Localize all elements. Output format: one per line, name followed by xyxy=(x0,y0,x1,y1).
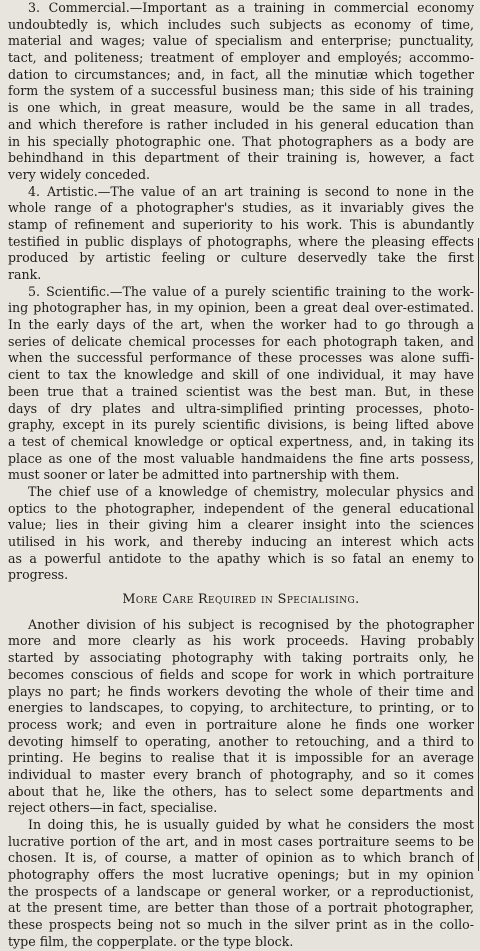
section-division xyxy=(8,617,474,817)
text-line xyxy=(8,134,474,151)
text-line xyxy=(8,867,474,884)
section-heading xyxy=(8,584,474,617)
text-line xyxy=(8,350,474,367)
text-line xyxy=(8,200,474,217)
text-line xyxy=(8,367,474,384)
text-line xyxy=(8,684,474,701)
section-chief-use xyxy=(8,484,474,584)
text-line xyxy=(8,384,474,401)
section-doing-this xyxy=(8,817,474,951)
text-line xyxy=(8,884,474,901)
text-line-content: printing. He begins to realise that it is impossible for an average xyxy=(8,750,474,766)
text-line xyxy=(8,401,474,418)
section-heading-text: More Care Required in Specialising. xyxy=(122,592,360,608)
text-line xyxy=(8,817,474,834)
text-line-content: 3. Commercial.—Important as a training in commercial economy xyxy=(28,0,474,15)
text-line xyxy=(8,784,474,801)
text-line xyxy=(8,551,474,568)
text-line-content: form the system of a successful business man; this side of his training xyxy=(8,83,474,99)
text-line xyxy=(8,633,474,650)
text-line xyxy=(8,334,474,351)
text-line-content: value; lies in their giving him a clearer insight into the sciences xyxy=(8,517,474,533)
text-line xyxy=(8,567,474,584)
text-line-content: tact, and politeness; treatment of employer and employés; accommo- xyxy=(8,50,474,66)
text-line xyxy=(8,250,474,267)
text-line-content: graphy, except in its purely scientific divisions, is being lifted above xyxy=(8,417,474,433)
text-line-content: devoting himself to operating, another to retouching, and a third to xyxy=(8,733,474,749)
text-line xyxy=(8,50,474,67)
text-line xyxy=(8,0,474,17)
text-line-content: individual to master every branch of photography, and so it comes xyxy=(8,766,474,782)
text-line xyxy=(8,650,474,667)
text-line-content: In doing this, he is usually guided by what he considers the most xyxy=(28,817,474,832)
text-line xyxy=(8,17,474,34)
text-line xyxy=(8,167,474,184)
text-line xyxy=(8,700,474,717)
text-line-content: process work; and even in portraiture alone he finds one worker xyxy=(8,716,474,732)
text-line-content: undoubtedly is, which includes such subjects as economy of time, xyxy=(8,16,474,32)
section-commercial xyxy=(8,0,474,184)
text-line-content: Another division of his subject is recognised by the photographer xyxy=(28,616,474,632)
text-line-content: The chief use of a knowledge of chemistry, molecular physics and xyxy=(28,483,474,499)
text-line-content: days of dry plates and ultra-simplified printing processes, photo- xyxy=(8,400,474,416)
text-line-content: energies to landscapes, to copying, to architecture, to printing, or to xyxy=(8,700,474,716)
text-line-content: rank. xyxy=(8,267,42,282)
section-artistic xyxy=(8,184,474,284)
text-line-content: when the successful performance of these processes was alone suffi- xyxy=(8,350,474,366)
text-line-content: in his specially photographic one. That photographers as a body are xyxy=(8,133,474,149)
text-line xyxy=(8,850,474,867)
text-line-content: progress. xyxy=(8,567,69,583)
text-line xyxy=(8,517,474,534)
text-line-content: is one which, in great measure, would be the same in all trades, xyxy=(8,100,474,116)
text-line-content: produced by artistic feeling or culture deservedly take the first xyxy=(8,250,474,266)
text-line xyxy=(8,117,474,134)
text-line-content: place as one of the most valuable handmaidens the fine arts possess, xyxy=(8,450,474,466)
text-line-content: becomes conscious of fields and scope for work in which portraiture xyxy=(8,666,474,682)
text-line xyxy=(8,267,474,284)
text-line xyxy=(8,434,474,451)
column-rule xyxy=(478,238,479,871)
text-line-content: been true that a trained scientist was the best man. But, in these xyxy=(8,383,474,399)
text-line-content: In the early days of the art, when the worker had to go through a xyxy=(8,317,474,333)
text-line xyxy=(8,484,474,501)
text-line xyxy=(8,934,474,951)
text-line-content: a test of chemical knowledge or optical expertness, and, in taking its xyxy=(8,433,474,449)
text-line xyxy=(8,234,474,251)
text-line-content: the prospects of a landscape or general worker, or a reproductionist, xyxy=(8,883,474,899)
text-line xyxy=(8,150,474,167)
text-line-content: at the present time, are better than those of a portrait photographer, xyxy=(8,900,474,916)
text-line-content: stamp of refinement and superiority to his work. This is abundantly xyxy=(8,216,474,232)
text-line-content: very widely conceded. xyxy=(8,166,151,182)
text-line-content: reject others—in fact, specialise. xyxy=(8,800,218,816)
text-line xyxy=(8,67,474,84)
document-text xyxy=(8,0,474,951)
text-line xyxy=(8,184,474,201)
text-line xyxy=(8,317,474,334)
text-line xyxy=(8,750,474,767)
text-line xyxy=(8,834,474,851)
text-line-content: started by associating photography with taking portraits only, he xyxy=(8,650,474,666)
text-line xyxy=(8,417,474,434)
text-line-content: photography offers the most lucrative openings; but in my opinion xyxy=(8,867,474,883)
text-line-content: more and more clearly as his work proceeds. Having probably xyxy=(8,633,474,649)
text-line xyxy=(8,501,474,518)
text-line-content: material and wages; value of specialism and enterprise; punctuality, xyxy=(8,33,474,49)
section-heading xyxy=(8,592,474,609)
text-line-content: series of delicate chemical processes for each photograph taken, and xyxy=(8,333,474,349)
text-line xyxy=(8,217,474,234)
text-line xyxy=(8,667,474,684)
text-line-content: dation to circumstances; and, in fact, all the minutiæ which together xyxy=(8,66,474,82)
text-line-content: and which therefore is rather included in his general education than xyxy=(8,116,474,132)
text-line xyxy=(8,767,474,784)
text-line xyxy=(8,800,474,817)
text-line-content: 5. Scientific.—The value of a purely scientific training to the work- xyxy=(28,283,474,299)
text-line xyxy=(8,717,474,734)
text-line-content: about that he, like the others, has to select some departments and xyxy=(8,783,474,799)
text-line-content: optics to the photographer, independent of the general educational xyxy=(8,500,474,516)
text-line xyxy=(8,33,474,50)
text-line-content: utilised in his work, and thereby inducing an interest which acts xyxy=(8,534,474,549)
text-line xyxy=(8,83,474,100)
text-line-content: plays no part; he finds workers devoting the whole of their time and xyxy=(8,683,474,699)
text-line xyxy=(8,300,474,317)
text-line xyxy=(8,467,474,484)
text-line xyxy=(8,734,474,751)
text-line-content: whole range of a photographer's studies, as it invariably gives the xyxy=(8,200,474,216)
text-line xyxy=(8,900,474,917)
text-line xyxy=(8,534,474,551)
section-scientific xyxy=(8,284,474,484)
text-line xyxy=(8,100,474,117)
text-line xyxy=(8,451,474,468)
text-line-content: lucrative portion of the art, and in most cases portraiture seems to be xyxy=(8,833,474,849)
text-line xyxy=(8,617,474,634)
text-line-content: type film, the copperplate. or the type block. xyxy=(8,933,294,949)
text-line-content: 4. Artistic.—The value of an art training is second to none in the xyxy=(28,183,474,199)
text-line-content: cient to tax the knowledge and skill of one individual, it may have xyxy=(8,367,474,383)
text-line-content: chosen. It is, of course, a matter of opinion as to which branch of xyxy=(8,850,474,866)
text-line-content: these prospects being not so much in the silver print as in the collo- xyxy=(8,917,474,933)
text-line-content: as a powerful antidote to the apathy which is so fatal an enemy to xyxy=(8,550,474,566)
text-line-content: must sooner or later be admitted into partnership with them. xyxy=(8,467,400,483)
text-line xyxy=(8,284,474,301)
text-line-content: testified in public displays of photographs, where the pleasing effects xyxy=(8,233,474,249)
text-line-content: ing photographer has, in my opinion, been a great deal over-estimated. xyxy=(8,300,474,316)
text-line-content: behindhand in this department of their training is, however, a fact xyxy=(8,150,474,166)
text-line xyxy=(8,917,474,934)
